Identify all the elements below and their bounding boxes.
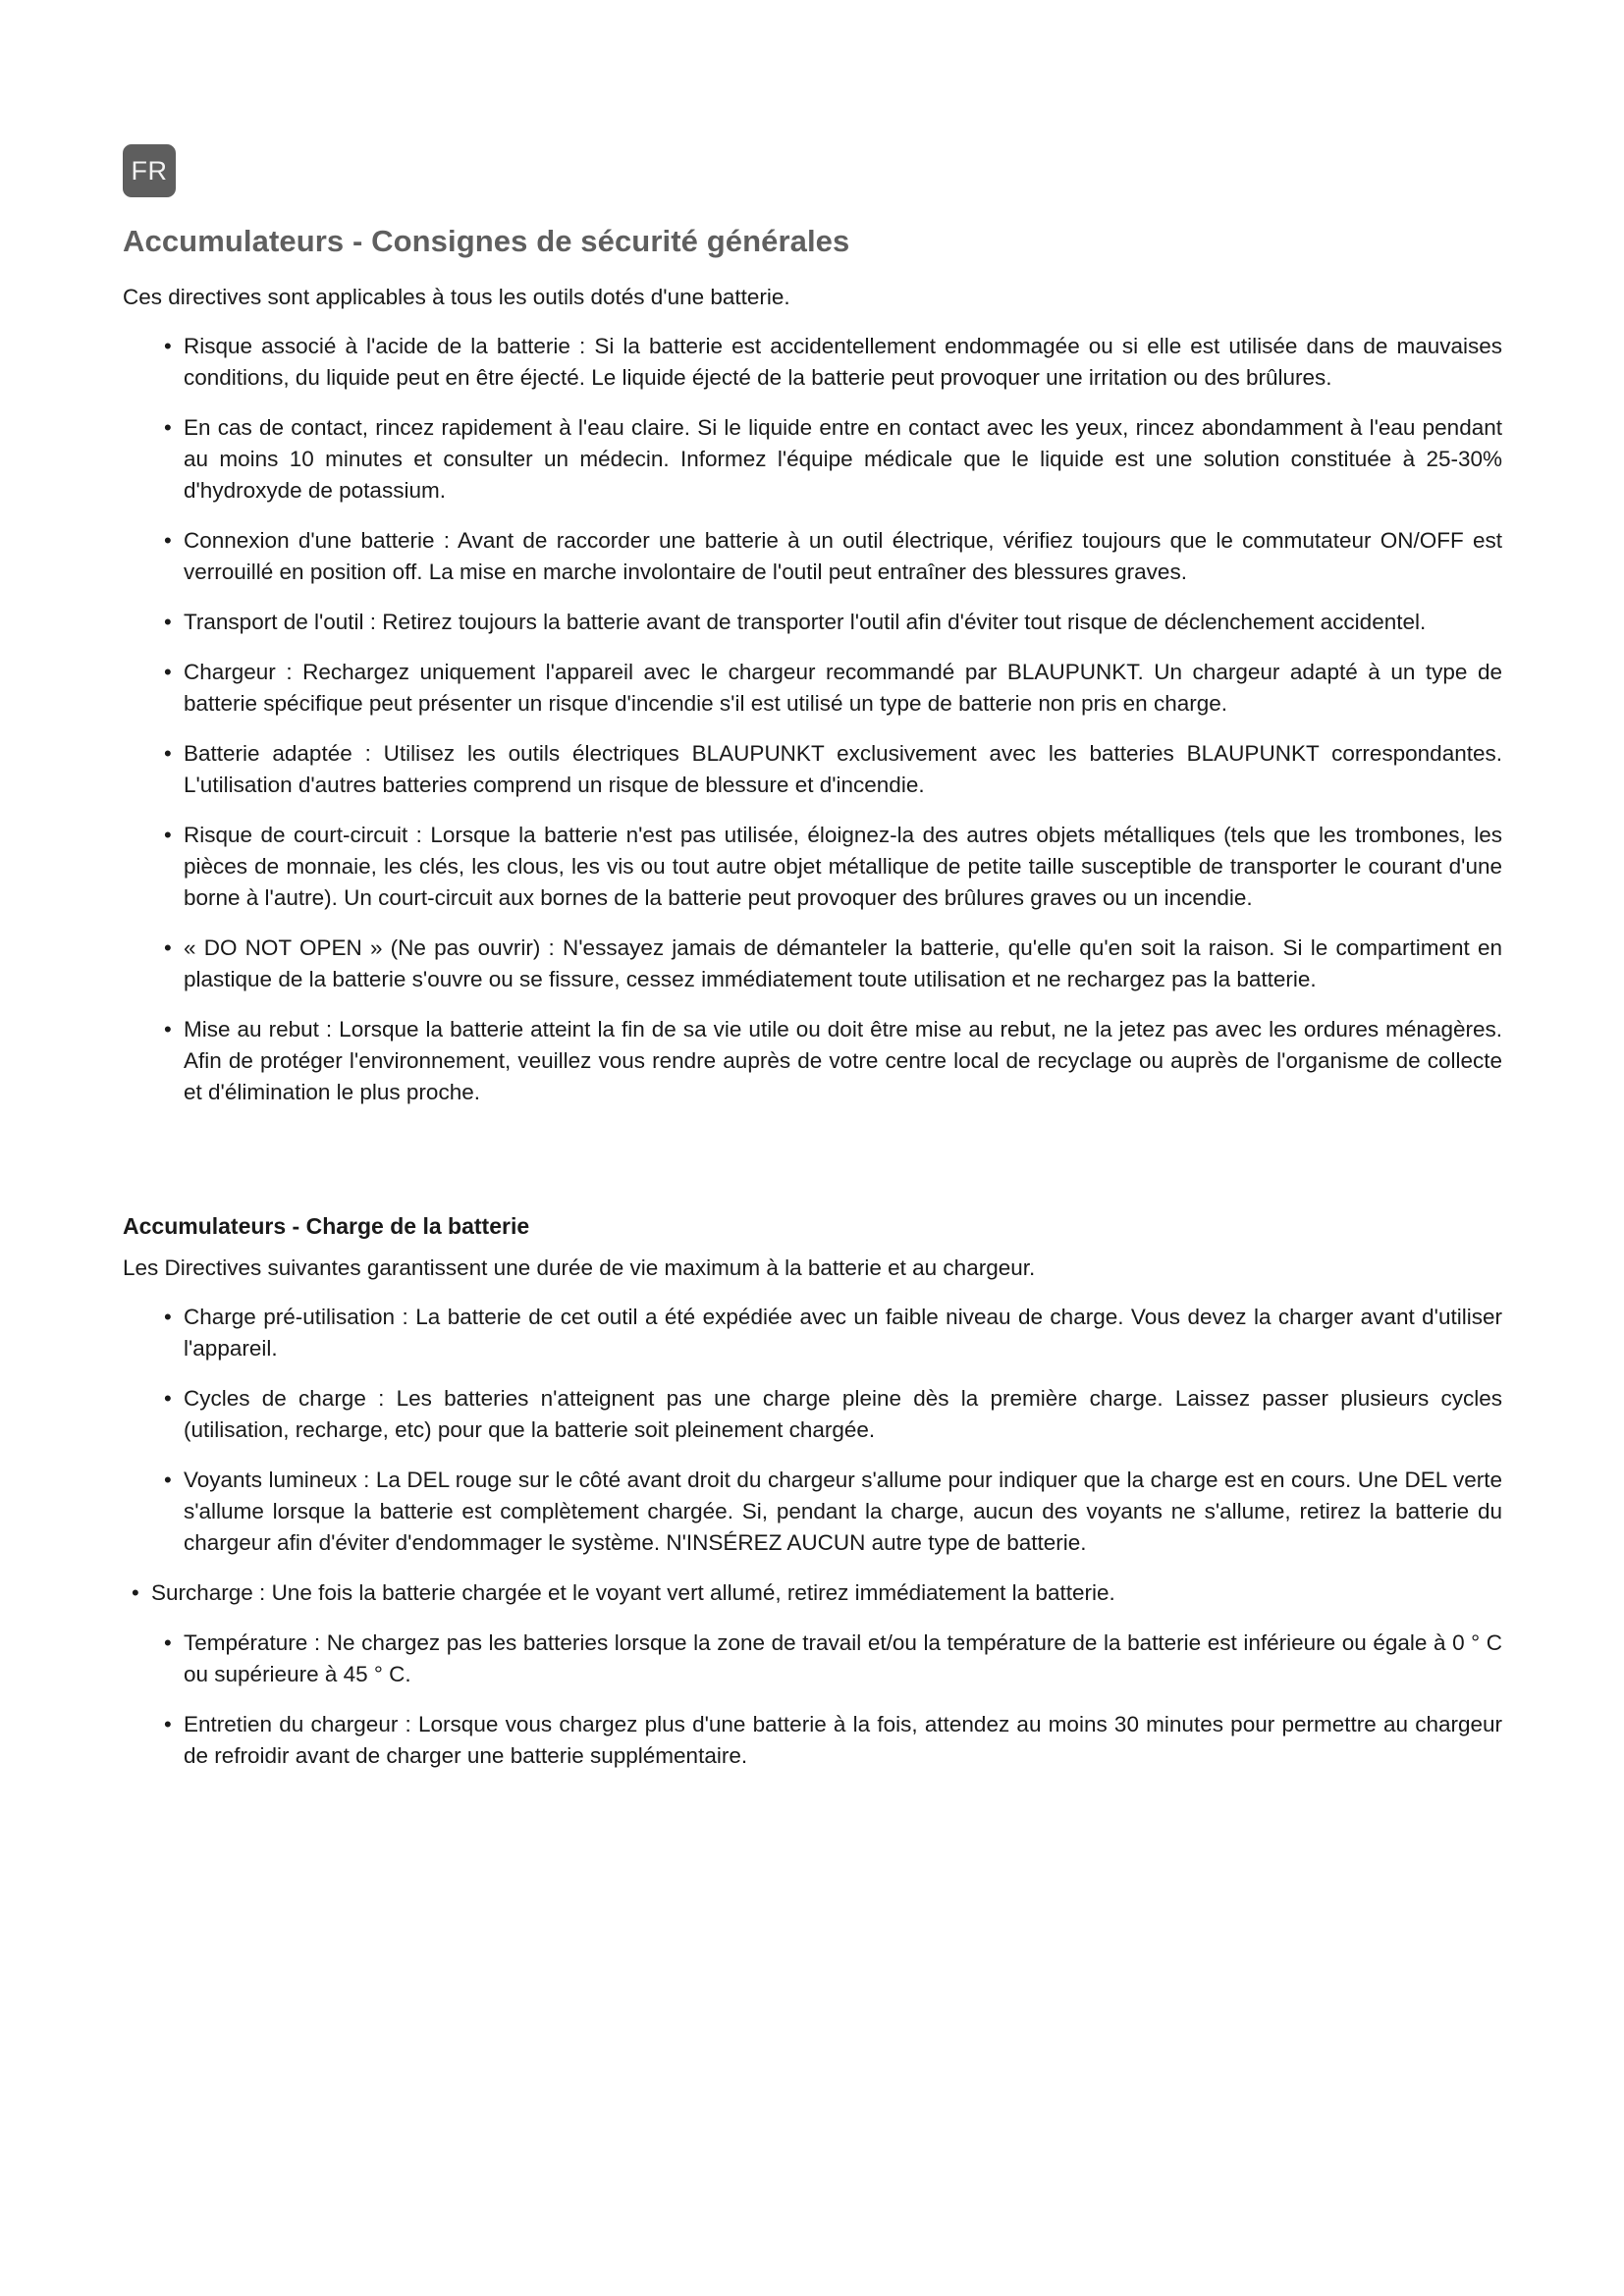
list-item: • Risque associé à l'acide de la batterie : Si la batterie est accidentellement endommagée ou si elle est utilisée dans de mauvaises conditions, du liquide peut en être éjecté. Le liquide éjecté de la batterie peut provoquer une irritation ou des brûlures. — [123, 331, 1502, 394]
list-item: • Batterie adaptée : Utilisez les outils électriques BLAUPUNKT exclusivement avec les batteries BLAUPUNKT correspondantes. L'utilisation d'autres batteries comprend un risque de blessure et d'incendie. — [123, 738, 1502, 801]
list-item: • Température : Ne chargez pas les batteries lorsque la zone de travail et/ou la température de la batterie est inférieure ou égale à 0 ° C ou supérieure à 45 ° C. — [123, 1628, 1502, 1690]
list-item: • En cas de contact, rincez rapidement à l'eau claire. Si le liquide entre en contact avec les yeux, rincez abondamment à l'eau pendant au moins 10 minutes et consulter un médecin. Informez l'équipe médicale que le liquide est une solution constituée à 25-30% d'hydroxyde de potassium. — [123, 412, 1502, 507]
section-title-safety: Accumulateurs - Consignes de sécurité générales — [123, 224, 850, 258]
list-item: • Cycles de charge : Les batteries n'atteignent pas une charge pleine dès la première charge. Laissez passer plusieurs cycles (utilisation, recharge, etc) pour que la batterie soit pleinement chargée. — [123, 1383, 1502, 1446]
list-item: • Charge pré-utilisation : La batterie de cet outil a été expédiée avec un faible niveau de charge. Vous devez la charger avant d'utiliser l'appareil. — [123, 1302, 1502, 1364]
list-item: • Mise au rebut : Lorsque la batterie atteint la fin de sa vie utile ou doit être mise au rebut, ne la jetez pas avec les ordures ménagères. Afin de protéger l'environnement, veuillez vous rendre auprès de votre centre local de recyclage ou auprès de l'organisme de collecte et d'élimination le plus proche. — [123, 1014, 1502, 1108]
charging-list — [123, 1302, 1502, 1790]
section-intro-charging: Les Directives suivantes garantissent une durée de vie maximum à la batterie et au chargeur. — [123, 1255, 1036, 1280]
list-item: • Voyants lumineux : La DEL rouge sur le côté avant droit du chargeur s'allume pour indiquer que la charge est en cours. Une DEL verte s'allume lorsque la batterie est complètement chargée. Si, pendant la charge, aucun des voyants ne s'allume, retirez la batterie du chargeur afin d'éviter d'endommager le système. N'INSÉREZ AUCUN autre type de batterie. — [123, 1465, 1502, 1559]
list-item: • Transport de l'outil : Retirez toujours la batterie avant de transporter l'outil afin d'éviter tout risque de déclenchement accidentel. — [123, 607, 1502, 638]
safety-list — [123, 331, 1502, 1127]
section-title-charging: Accumulateurs - Charge de la batterie — [123, 1213, 530, 1239]
list-item: • « DO NOT OPEN » (Ne pas ouvrir) : N'essayez jamais de démanteler la batterie, qu'elle qu'en soit la raison. Si le compartiment en plastique de la batterie s'ouvre ou se fissure, cessez immédiatement toute utilisation et ne rechargez pas la batterie. — [123, 933, 1502, 995]
section-intro-safety: Ces directives sont applicables à tous les outils dotés d'une batterie. — [123, 285, 790, 309]
list-item-overcharge: • Surcharge : Une fois la batterie chargée et le voyant vert allumé, retirez immédiatement la batterie. — [123, 1577, 1502, 1609]
list-item: • Risque de court-circuit : Lorsque la batterie n'est pas utilisée, éloignez-la des autres objets métalliques (tels que les trombones, les pièces de monnaie, les clés, les clous, les vis ou tout autre objet métallique de petite taille susceptible de transporter le courant d'une borne à l'autre). Un court-circuit aux bornes de la batterie peut provoquer des brûlures graves ou un incendie. — [123, 820, 1502, 914]
list-item: • Connexion d'une batterie : Avant de raccorder une batterie à un outil électrique, vérifiez toujours que le commutateur ON/OFF est verrouillé en position off. La mise en marche involontaire de l'outil peut entraîner des blessures graves. — [123, 525, 1502, 588]
list-item: • Chargeur : Rechargez uniquement l'appareil avec le chargeur recommandé par BLAUPUNKT. Un chargeur adapté à un type de batterie spécifique peut présenter un risque d'incendie s'il est utilisé un type de batterie non pris en charge. — [123, 657, 1502, 720]
list-item: • Entretien du chargeur : Lorsque vous chargez plus d'une batterie à la fois, attendez au moins 30 minutes pour permettre au chargeur de refroidir avant de charger une batterie supplémentaire. — [123, 1709, 1502, 1772]
language-badge: FR — [123, 144, 176, 197]
